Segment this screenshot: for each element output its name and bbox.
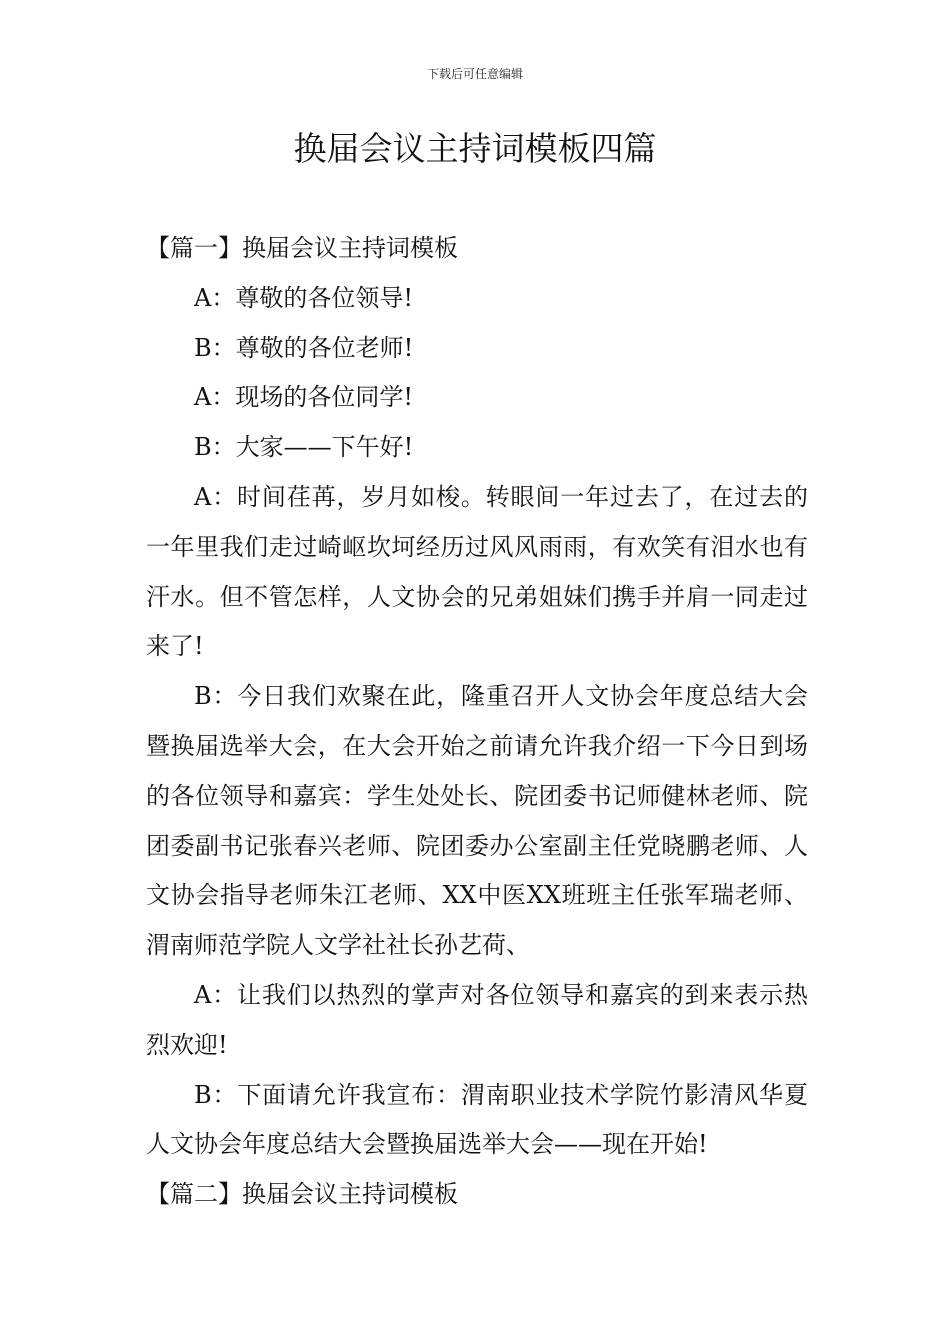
paragraph: B：尊敬的各位老师! bbox=[194, 333, 414, 362]
header-note: 下载后可任意编辑 bbox=[426, 67, 523, 81]
document-body bbox=[146, 224, 808, 1220]
paragraph: B：下面请允许我宣布：渭南职业技术学院竹影清风华夏人文协会年度总结大会暨换届选举大会——现在开始! bbox=[146, 1080, 808, 1159]
document-title: 换届会议主持词模板四篇 bbox=[293, 129, 657, 168]
paragraph: A：让我们以热烈的掌声对各位领导和嘉宾的到来表示热烈欢迎! bbox=[146, 980, 808, 1059]
paragraph: A：尊敬的各位领导! bbox=[194, 283, 413, 312]
section-heading-1: 【篇一】换届会议主持词模板 bbox=[146, 234, 458, 262]
section-heading-2: 【篇二】换届会议主持词模板 bbox=[146, 1180, 458, 1209]
paragraph: A：时间荏苒，岁月如梭。转眼间一年过去了，在过去的一年里我们走过崎岖坎坷经历过风风雨雨，有欢笑有泪水也有汗水。但不管怎样，人文协会的兄弟姐妹们携手并肩一同走过来了! bbox=[146, 482, 808, 661]
paragraph: A：现场的各位同学! bbox=[194, 383, 413, 412]
paragraph: B：大家——下午好! bbox=[194, 433, 414, 462]
paragraph: B：今日我们欢聚在此，隆重召开人文协会年度总结大会暨换届选举大会，在大会开始之前请允许我介绍一下今日到场的各位领导和嘉宾：学生处处长、院团委书记师健林老师、院团委副书记张春兴老师、院团委办公室副主任党晓鹏老师、人文协会指导老师朱江老师、XX中医XX班班主任张军瑞老师、渭南师范学院人文学社社长孙艺荷、 bbox=[146, 682, 808, 960]
